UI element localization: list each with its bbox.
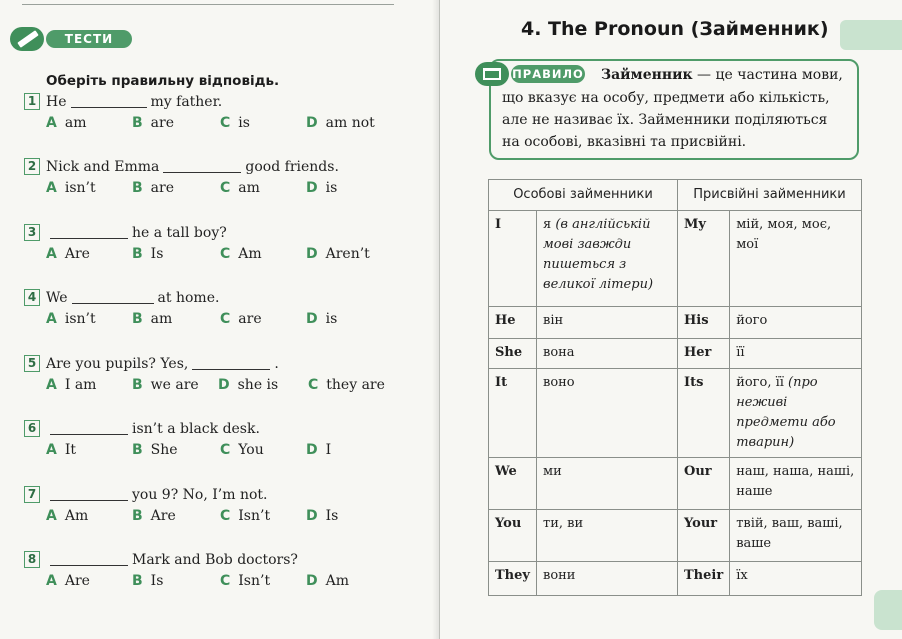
table-header-row	[489, 180, 862, 211]
option-letter: D	[306, 508, 318, 524]
personal-translation-text: воно	[543, 375, 575, 390]
option-text: Isn’t	[238, 508, 271, 524]
option-letter: D	[306, 115, 318, 131]
rule-line-1-text: — це частина мови,	[692, 67, 843, 83]
rule-line-3: але не називає їх. Займенники поділяються	[502, 112, 828, 128]
question-number: 3	[24, 224, 40, 241]
table-row	[489, 339, 862, 369]
option-text: am	[150, 311, 173, 327]
possessive-translation	[730, 339, 862, 369]
question-text-before: He	[46, 94, 67, 110]
answer-option[interactable]	[306, 508, 338, 524]
answer-option[interactable]	[306, 442, 331, 458]
question-number: 2	[24, 158, 40, 175]
option-text: am	[238, 180, 260, 196]
page-corner-tab	[840, 20, 902, 50]
answer-option[interactable]	[218, 377, 278, 393]
question-text-before: Nick and Emma	[46, 159, 160, 175]
option-text: I	[325, 442, 332, 458]
personal-translation-text: я	[543, 217, 552, 232]
answer-blank[interactable]	[163, 160, 241, 173]
question-text-after: you 9? No, I’m not.	[132, 487, 268, 503]
option-text: Is	[150, 573, 164, 589]
question-text-after: at home.	[157, 290, 220, 306]
question-text-after: my father.	[150, 94, 223, 110]
possessive-pronoun	[678, 211, 730, 307]
option-letter: C	[220, 311, 231, 327]
option-letter: A	[46, 573, 57, 589]
tests-label	[10, 27, 126, 51]
page-title: 4. The Pronoun (Займенник)	[521, 18, 829, 40]
personal-pronoun	[489, 510, 537, 562]
answer-option[interactable]	[308, 377, 385, 393]
option-letter: C	[220, 115, 231, 131]
answer-blank[interactable]	[50, 422, 128, 435]
possessive-pronoun	[678, 510, 730, 562]
possessive-translation-text: мій, моя, моє, мої	[736, 217, 832, 252]
option-letter: B	[132, 573, 143, 589]
possessive-translation	[730, 510, 862, 562]
question-text-before: We	[46, 290, 68, 306]
question-number: 4	[24, 289, 40, 306]
answer-option[interactable]	[132, 180, 174, 196]
option-letter: B	[132, 508, 143, 524]
possessive-pronoun-text: My	[684, 217, 706, 232]
option-text: are	[150, 180, 174, 196]
option-letter: C	[220, 573, 231, 589]
answer-option[interactable]	[306, 311, 337, 327]
possessive-pronoun	[678, 339, 730, 369]
answer-option[interactable]	[132, 573, 163, 589]
answer-option[interactable]	[220, 442, 264, 458]
option-letter: A	[46, 115, 57, 131]
personal-translation	[537, 510, 678, 562]
option-text: Is	[150, 246, 164, 262]
top-rule	[22, 4, 394, 5]
answer-option[interactable]	[306, 115, 375, 131]
answer-blank[interactable]	[50, 226, 128, 239]
answer-option[interactable]	[132, 115, 174, 131]
option-letter: A	[46, 377, 57, 393]
question-text-before: Are you pupils? Yes,	[46, 356, 189, 372]
personal-translation-text: ти, ви	[543, 516, 584, 531]
possessive-pronoun-text: Its	[684, 375, 704, 390]
question-number: 1	[24, 93, 40, 110]
possessive-translation-text: наш, наша, наші, наше	[736, 464, 855, 499]
question-2	[24, 158, 339, 175]
personal-translation	[537, 211, 678, 307]
answer-option[interactable]	[46, 180, 96, 196]
option-text: we are	[150, 377, 199, 393]
question-7	[24, 486, 267, 503]
header-personal: Особові займенники	[489, 180, 678, 211]
instruction: Оберіть правильну відповідь.	[46, 73, 280, 89]
option-text: Am	[64, 508, 89, 524]
answer-blank[interactable]	[71, 95, 147, 108]
possessive-pronoun	[678, 369, 730, 458]
table-row	[489, 458, 862, 510]
option-letter: B	[132, 246, 143, 262]
option-text: is	[325, 311, 338, 327]
table-row	[489, 510, 862, 562]
personal-translation	[537, 307, 678, 339]
option-text: Am	[238, 246, 262, 262]
option-letter: D	[306, 573, 318, 589]
personal-translation-text: вони	[543, 568, 576, 583]
answer-option[interactable]	[132, 377, 199, 393]
answer-option[interactable]	[306, 246, 370, 262]
option-letter: A	[46, 180, 57, 196]
answer-option[interactable]	[46, 246, 90, 262]
header-possessive: Присвійні займенники	[678, 180, 862, 211]
personal-pronoun-text: You	[495, 516, 522, 531]
question-8	[24, 551, 298, 568]
possessive-pronoun	[678, 458, 730, 510]
question-6	[24, 420, 260, 437]
option-text: isn’t	[64, 180, 96, 196]
option-text: Aren’t	[325, 246, 370, 262]
personal-pronoun	[489, 369, 537, 458]
tests-label-text: ТЕСТИ	[46, 30, 132, 48]
answer-blank[interactable]	[50, 553, 128, 566]
option-letter: C	[220, 508, 231, 524]
option-letter: A	[46, 246, 57, 262]
question-text-after: he a tall boy?	[132, 225, 227, 241]
question-number: 6	[24, 420, 40, 437]
option-text: It	[64, 442, 76, 458]
answer-option[interactable]	[132, 442, 178, 458]
left-page	[0, 0, 440, 639]
option-text: You	[238, 442, 264, 458]
answer-option[interactable]	[220, 508, 270, 524]
page-edge-tab	[874, 590, 902, 630]
question-number: 8	[24, 551, 40, 568]
option-letter: D	[306, 311, 318, 327]
possessive-pronoun-text: Our	[684, 464, 712, 479]
personal-pronoun	[489, 339, 537, 369]
possessive-translation	[730, 562, 862, 596]
personal-pronoun	[489, 562, 537, 596]
rule-label-text: ПРАВИЛО	[512, 67, 584, 81]
question-text-after: Mark and Bob doctors?	[132, 552, 298, 568]
option-text: am not	[325, 115, 375, 131]
personal-translation-text: ми	[543, 464, 562, 479]
question-number: 7	[24, 486, 40, 503]
answer-option[interactable]	[46, 442, 76, 458]
personal-pronoun-text: It	[495, 375, 508, 390]
possessive-pronoun-text: Their	[684, 568, 724, 583]
option-letter: D	[306, 442, 318, 458]
question-number: 5	[24, 355, 40, 372]
option-letter: D	[306, 180, 318, 196]
answer-option[interactable]	[220, 115, 250, 131]
option-letter: D	[306, 246, 318, 262]
possessive-translation	[730, 369, 862, 458]
answer-option[interactable]	[46, 573, 90, 589]
option-letter: C	[220, 246, 231, 262]
answer-option[interactable]	[46, 115, 86, 131]
personal-translation	[537, 339, 678, 369]
possessive-translation-text: його	[736, 313, 768, 328]
option-text: Are	[64, 246, 90, 262]
option-letter: C	[308, 377, 319, 393]
option-text: is	[325, 180, 338, 196]
possessive-translation-text: твій, ваш, ваші, ваше	[736, 516, 843, 551]
table-row	[489, 562, 862, 596]
option-text: they are	[326, 377, 385, 393]
question-1	[24, 93, 222, 110]
answer-option[interactable]	[132, 246, 163, 262]
personal-translation	[537, 562, 678, 596]
possessive-translation	[730, 458, 862, 510]
personal-translation-note: (в англійській мові завжди пишеться з великої літери)	[543, 217, 654, 292]
pronoun-table	[488, 179, 862, 596]
option-letter: D	[218, 377, 230, 393]
option-text: Am	[325, 573, 350, 589]
question-5	[24, 355, 279, 372]
option-text: am	[64, 115, 87, 131]
rule-line-1	[601, 67, 843, 83]
option-letter: C	[220, 180, 231, 196]
personal-pronoun-text: They	[495, 568, 530, 583]
option-letter: A	[46, 508, 57, 524]
answer-option[interactable]	[132, 311, 172, 327]
personal-translation	[537, 458, 678, 510]
option-letter: A	[46, 311, 57, 327]
option-text: I am	[64, 377, 97, 393]
answer-option[interactable]	[306, 180, 337, 196]
personal-pronoun	[489, 307, 537, 339]
possessive-pronoun	[678, 562, 730, 596]
option-text: Are	[150, 508, 176, 524]
question-text-after: good friends.	[245, 159, 339, 175]
personal-pronoun	[489, 211, 537, 307]
option-letter: B	[132, 180, 143, 196]
rule-term: Займенник	[601, 67, 693, 83]
pencil-icon	[10, 27, 44, 51]
rule-line-2: що вказує на особу, предмети або кількість,	[502, 90, 830, 106]
answer-blank[interactable]	[72, 291, 154, 304]
table-row	[489, 211, 862, 307]
option-text: Isn’t	[238, 573, 271, 589]
option-text: Are	[64, 573, 90, 589]
option-text: She	[150, 442, 178, 458]
answer-option[interactable]	[46, 311, 96, 327]
personal-pronoun-text: He	[495, 313, 516, 328]
option-text: Is	[325, 508, 339, 524]
possessive-pronoun-text: His	[684, 313, 709, 328]
personal-translation-text: він	[543, 313, 564, 328]
possessive-translation	[730, 211, 862, 307]
answer-option[interactable]	[46, 508, 88, 524]
question-4	[24, 289, 219, 306]
book-icon	[475, 62, 509, 86]
possessive-pronoun	[678, 307, 730, 339]
table-row	[489, 369, 862, 458]
possessive-translation-note: (про неживі предмети або тварин)	[736, 375, 836, 450]
option-text: are	[238, 311, 262, 327]
answer-option[interactable]	[306, 573, 349, 589]
option-text: is	[238, 115, 250, 131]
answer-option[interactable]	[220, 573, 270, 589]
personal-pronoun-text: We	[495, 464, 517, 479]
possessive-pronoun-text: Her	[684, 345, 712, 360]
option-letter: B	[132, 377, 143, 393]
option-text: she is	[237, 377, 279, 393]
table-row	[489, 307, 862, 339]
option-letter: A	[46, 442, 57, 458]
possessive-translation-text: їх	[736, 568, 748, 583]
personal-pronoun	[489, 458, 537, 510]
rule-line-4: на особові, вказівні та присвійні.	[502, 134, 747, 150]
question-text-after: isn’t a black desk.	[132, 421, 260, 437]
option-letter: B	[132, 115, 143, 131]
option-text: are	[150, 115, 174, 131]
personal-translation	[537, 369, 678, 458]
possessive-translation	[730, 307, 862, 339]
answer-option[interactable]	[220, 180, 260, 196]
answer-option[interactable]	[220, 246, 262, 262]
possessive-translation-text: її	[736, 345, 745, 360]
option-letter: C	[220, 442, 231, 458]
answer-blank[interactable]	[50, 488, 128, 501]
personal-translation-text: вона	[543, 345, 575, 360]
answer-option[interactable]	[132, 508, 176, 524]
answer-option[interactable]	[46, 377, 96, 393]
option-letter: B	[132, 442, 143, 458]
question-3	[24, 224, 227, 241]
answer-blank[interactable]	[192, 357, 270, 370]
possessive-pronoun-text: Your	[684, 516, 718, 531]
answer-option[interactable]	[220, 311, 262, 327]
option-letter: B	[132, 311, 143, 327]
possessive-translation-text: його, її	[736, 375, 784, 390]
personal-pronoun-text: She	[495, 345, 523, 360]
option-text: isn’t	[64, 311, 96, 327]
question-text-after: .	[274, 356, 279, 372]
personal-pronoun-text: I	[495, 217, 502, 232]
